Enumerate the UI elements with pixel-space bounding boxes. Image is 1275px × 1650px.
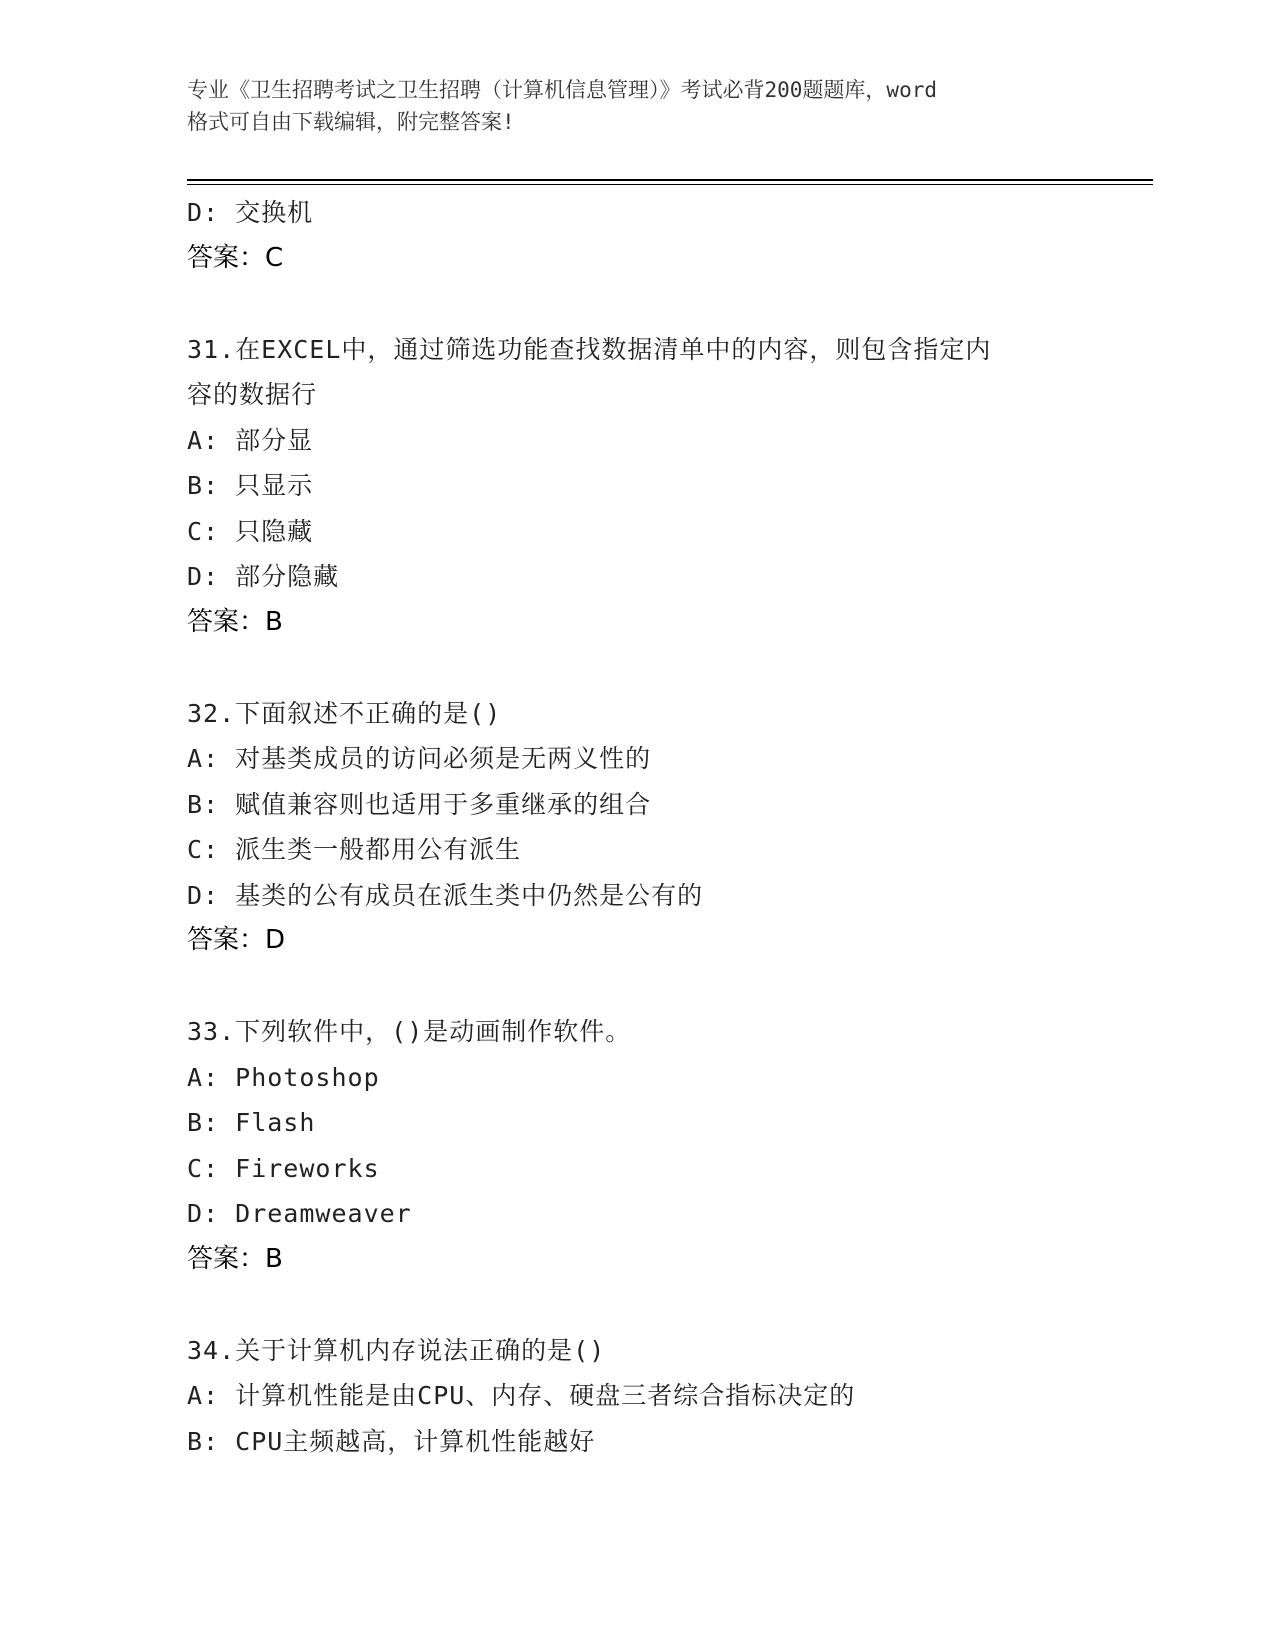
option-c: C: 只隐藏 [187, 516, 314, 546]
option-d: D: 部分隐藏 [187, 562, 340, 591]
header-rule-thick [187, 179, 1153, 181]
option-c: C: 派生类一般都用公有派生 [187, 835, 522, 864]
answer-line: 答案：B [187, 1243, 283, 1274]
option-d: D: 交换机 [187, 198, 314, 227]
option-b: B: 赋值兼容则也适用于多重继承的组合 [187, 789, 652, 819]
header-rule-thin [187, 184, 1153, 185]
question-34 [187, 1328, 1087, 1465]
option-a: A: 对基类成员的访问必须是无两义性的 [187, 744, 652, 773]
question-31 [187, 327, 1087, 646]
spacer [187, 964, 1087, 1010]
option-a: A: 计算机性能是由CPU、内存、硬盘三者综合指标决定的 [187, 1381, 856, 1410]
option-a: A: 部分显 [187, 425, 314, 455]
option-a: A: Photoshop [187, 1062, 380, 1092]
header-line-2: 格式可自由下载编辑，附完整答案! [187, 110, 515, 134]
question-stem: 33.下列软件中，()是动画制作软件。 [187, 1017, 632, 1046]
question-32 [187, 691, 1087, 964]
option-d: D: Dreamweaver [187, 1199, 412, 1228]
question-list [187, 190, 1087, 1464]
spacer [187, 1282, 1087, 1328]
question-stem-cont: 容的数据行 [187, 380, 318, 409]
answer-line: 答案：D [187, 925, 286, 955]
option-c: C: Fireworks [187, 1153, 380, 1183]
document-header [187, 74, 1087, 138]
answer-line: 答案：B [187, 606, 283, 637]
answer-line: 答案：C [187, 242, 284, 273]
spacer [187, 645, 1087, 691]
spacer [187, 281, 1087, 327]
option-b: B: CPU主频越高，计算机性能越好 [187, 1426, 596, 1456]
option-b: B: Flash [187, 1108, 316, 1137]
question-stem: 34.关于计算机内存说法正确的是() [187, 1335, 606, 1365]
prev-question-tail [187, 190, 1087, 281]
question-stem: 32.下面叙述不正确的是() [187, 698, 502, 728]
question-stem: 31.在EXCEL中，通过筛选功能查找数据清单中的内容，则包含指定内 [187, 334, 992, 364]
option-b: B: 只显示 [187, 471, 314, 500]
header-line-1: 专业《卫生招聘考试之卫生招聘（计算机信息管理）》考试必背200题题库，word [187, 78, 937, 102]
question-33 [187, 1009, 1087, 1282]
option-d: D: 基类的公有成员在派生类中仍然是公有的 [187, 880, 704, 910]
